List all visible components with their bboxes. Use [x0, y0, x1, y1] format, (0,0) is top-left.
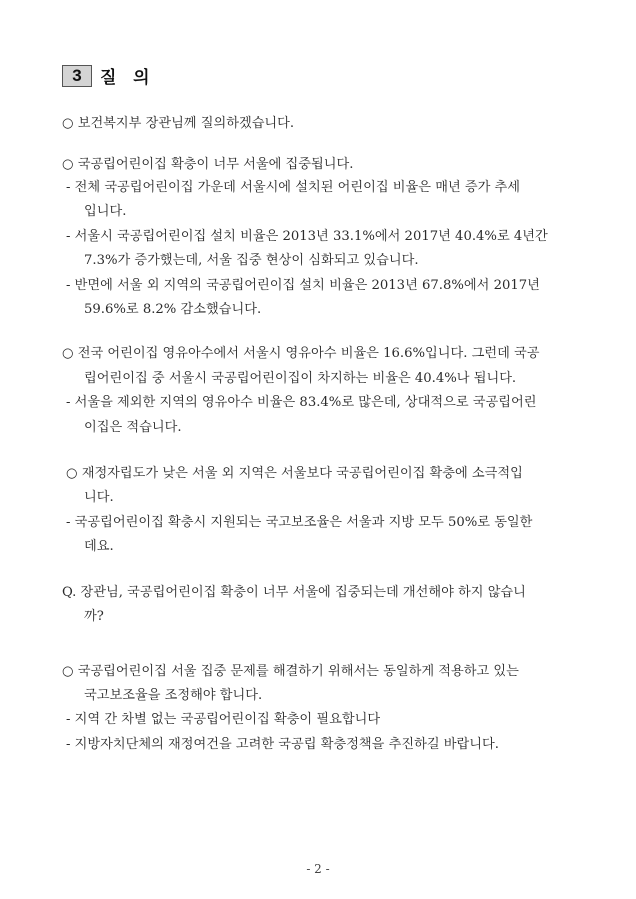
text-line: 입니다.	[84, 204, 127, 219]
text-line: ○ 재정자립도가 낮은 서울 외 지역은 서울보다 국공립어린이집 확충에 소극적입	[66, 466, 523, 481]
text-line: ○ 국공립어린이집 확충이 너무 서울에 집중됩니다.	[62, 157, 354, 172]
text-line: 59.6%로 8.2% 감소했습니다.	[84, 302, 262, 317]
text-line: - 국공립어린이집 확충시 지원되는 국고보조율은 서울과 지방 모두 50%로 동일한	[66, 515, 533, 530]
text-line: 데요.	[84, 539, 114, 554]
text-line: 니다.	[84, 490, 114, 505]
text-line: 이집은 적습니다.	[84, 420, 182, 435]
text-line: ○ 국공립어린이집 서울 집중 문제를 해결하기 위해서는 동일하게 적용하고 있는	[62, 664, 519, 679]
text-line: - 전체 국공립어린이집 가운데 서울시에 설치된 어린이집 비율은 매년 증가 추세	[66, 180, 521, 195]
text-line: ○ 보건복지부 장관님께 질의하겠습니다.	[62, 116, 295, 131]
text-line: 국고보조율을 조정해야 합니다.	[84, 688, 263, 703]
section-heading	[62, 63, 156, 88]
text-line: - 지역 간 차별 없는 국공립어린이집 확충이 필요합니다	[66, 712, 381, 727]
section-title: 질 의	[100, 68, 156, 87]
text-line: 립어린이집 중 서울시 국공립어린이집이 차지하는 비율은 40.4%나 됩니다.	[84, 371, 517, 386]
text-line: - 서울시 국공립어린이집 설치 비율은 2013년 33.1%에서 2017년 40.4%로 4년간	[66, 229, 548, 244]
text-line: ○ 전국 어린이집 영유아수에서 서울시 영유아수 비율은 16.6%입니다. 그런데 국공	[62, 346, 540, 361]
text-line: 7.3%가 증가했는데, 서울 집중 현상이 심화되고 있습니다.	[84, 253, 419, 268]
text-line: - 반면에 서울 외 지역의 국공립어린이집 설치 비율은 2013년 67.8%에서 2017년	[66, 278, 540, 293]
text-line: - 서울을 제외한 지역의 영유아수 비율은 83.4%로 많은데, 상대적으로 국공립어린	[66, 395, 537, 410]
text-line: 까?	[84, 609, 104, 624]
text-line: - 지방자치단체의 재정여건을 고려한 국공립 확충정책을 추진하길 바랍니다.	[66, 737, 499, 752]
page-number: - 2 -	[306, 862, 330, 876]
text-line: Q. 장관님, 국공립어린이집 확충이 너무 서울에 집중되는데 개선해야 하지 않습니	[62, 585, 526, 600]
section-number-box: 3	[62, 65, 92, 87]
